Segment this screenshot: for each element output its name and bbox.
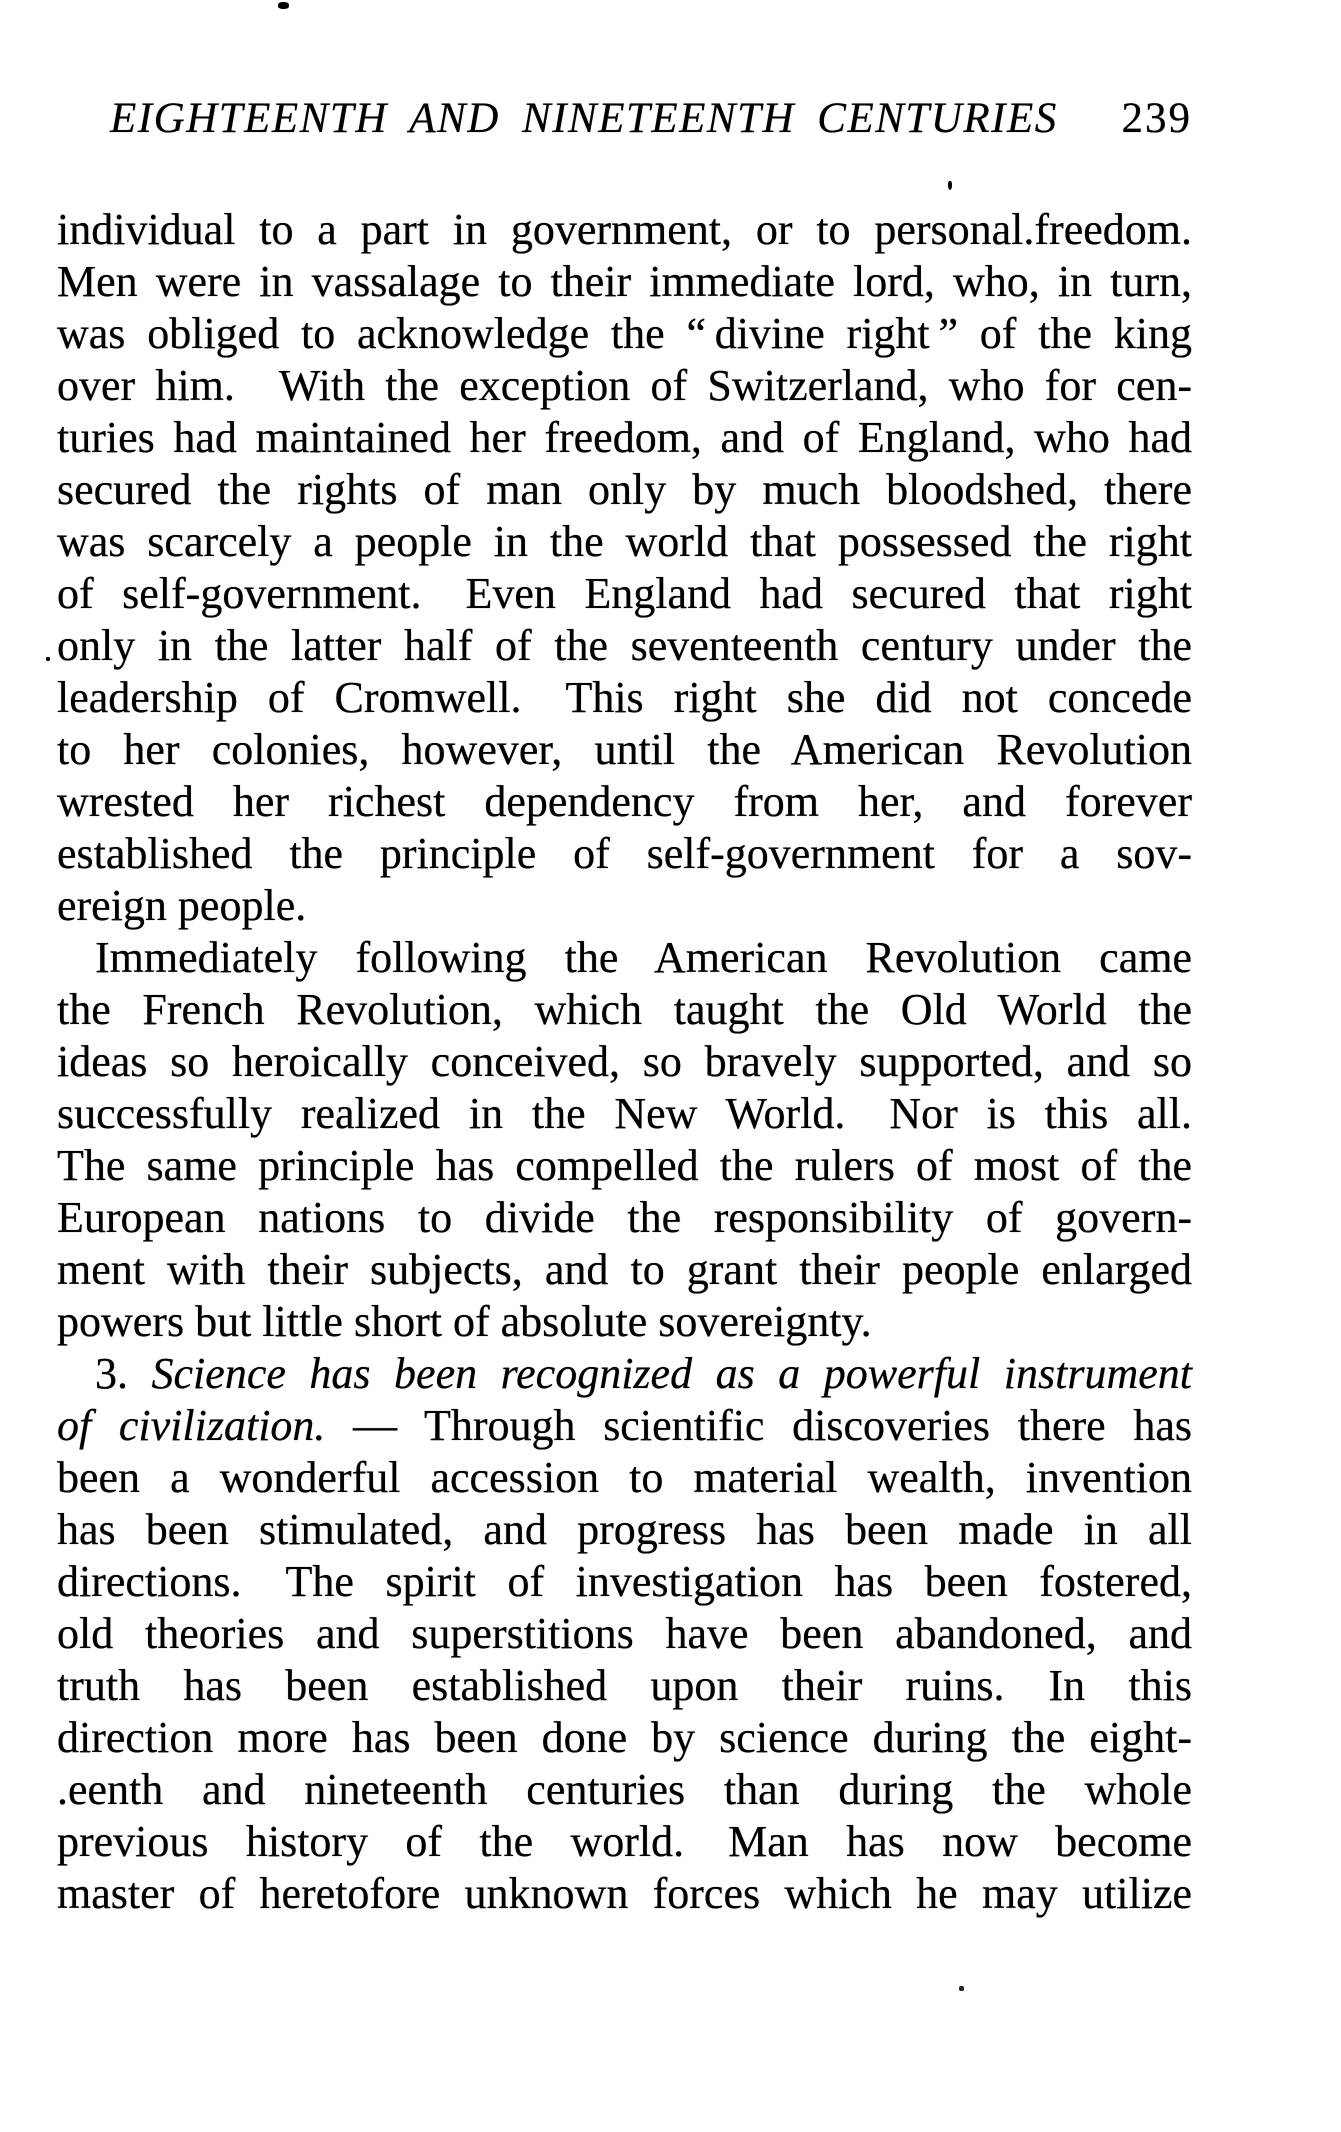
text-line bbox=[57, 1036, 1192, 1088]
text-segment: leadership of Cromwell. This right she did not concede bbox=[57, 673, 1192, 722]
text-line bbox=[57, 360, 1192, 412]
text-line bbox=[57, 1764, 1192, 1816]
text-segment: .eenth and nineteenth centuries than during the whole bbox=[57, 1765, 1192, 1814]
text-line bbox=[57, 1088, 1192, 1140]
text-segment: the French Revolution, which taught the Old World the bbox=[57, 985, 1192, 1034]
text-line bbox=[57, 1452, 1192, 1504]
text-segment: was scarcely a people in the world that possessed the right bbox=[57, 517, 1192, 566]
page-header bbox=[110, 94, 1192, 143]
page-number: 239 bbox=[1121, 95, 1192, 142]
text-line bbox=[57, 672, 1192, 724]
scan-speck bbox=[948, 181, 952, 190]
text-segment: old theories and superstitions have been abandoned, and bbox=[57, 1609, 1192, 1658]
text-line bbox=[57, 828, 1192, 880]
text-line bbox=[57, 724, 1192, 776]
text-segment: was obliged to acknowledge the “ divine right ” of the king bbox=[57, 309, 1192, 358]
text-line bbox=[57, 516, 1192, 568]
text-line bbox=[57, 1816, 1192, 1868]
text-segment: Men were in vassalage to their immediate lord, who, in turn, bbox=[57, 257, 1192, 306]
text-segment: powers but little short of absolute sovereignty. bbox=[57, 1297, 872, 1346]
text-line bbox=[57, 984, 1192, 1036]
text-segment: European nations to divide the responsibility of govern- bbox=[57, 1193, 1192, 1242]
text-line bbox=[57, 1400, 1192, 1452]
running-title: EIGHTEENTH AND NINETEENTH CENTURIES bbox=[110, 95, 1058, 142]
text-line bbox=[57, 256, 1192, 308]
text-segment: over him. With the exception of Switzerland, who for cen- bbox=[57, 361, 1192, 410]
scan-speck bbox=[278, 2, 289, 9]
text-segment: individual to a part in government, or to personal.freedom. bbox=[57, 205, 1192, 254]
italic-text-segment: of civilization. bbox=[57, 1401, 326, 1450]
text-line bbox=[57, 1556, 1192, 1608]
text-segment: 3. bbox=[95, 1349, 152, 1398]
text-segment: ereign people. bbox=[57, 881, 307, 930]
text-segment: directions. The spirit of investigation has been fostered, bbox=[57, 1557, 1192, 1606]
text-line bbox=[57, 308, 1192, 360]
text-segment: secured the rights of man only by much bloodshed, there bbox=[57, 465, 1192, 514]
text-segment: successfully realized in the New World. Nor is this all. bbox=[57, 1089, 1192, 1138]
text-line bbox=[57, 932, 1192, 984]
text-segment: of self-government. Even England had secured that right bbox=[57, 569, 1192, 618]
text-segment: turies had maintained her freedom, and of England, who had bbox=[57, 413, 1192, 462]
scan-speck bbox=[46, 657, 50, 661]
text-line bbox=[57, 880, 1192, 932]
text-line bbox=[57, 464, 1192, 516]
text-line bbox=[57, 776, 1192, 828]
text-line bbox=[57, 412, 1192, 464]
text-line bbox=[57, 1868, 1192, 1920]
text-segment: has been stimulated, and progress has been made in all bbox=[57, 1505, 1192, 1554]
text-segment: ideas so heroically conceived, so bravely supported, and so bbox=[57, 1037, 1192, 1086]
scan-speck bbox=[959, 1986, 964, 1991]
text-segment: established the principle of self-government for a sov- bbox=[57, 829, 1192, 878]
text-segment: — Through scientific discoveries there has bbox=[325, 1401, 1192, 1450]
text-line bbox=[57, 1244, 1192, 1296]
text-line bbox=[57, 1192, 1192, 1244]
text-line bbox=[57, 1608, 1192, 1660]
text-line bbox=[57, 568, 1192, 620]
text-line bbox=[57, 1140, 1192, 1192]
body-text bbox=[57, 204, 1192, 1920]
text-segment: been a wonderful accession to material wealth, invention bbox=[57, 1453, 1192, 1502]
text-segment: master of heretofore unknown forces which he may utilize bbox=[57, 1869, 1192, 1918]
text-line bbox=[57, 1712, 1192, 1764]
text-segment: direction more has been done by science during the eight- bbox=[57, 1713, 1192, 1762]
text-line bbox=[57, 1504, 1192, 1556]
text-segment: truth has been established upon their ruins. In this bbox=[57, 1661, 1192, 1710]
text-segment: to her colonies, however, until the American Revolution bbox=[57, 725, 1192, 774]
text-line bbox=[57, 1348, 1192, 1400]
italic-text-segment: Science has been recognized as a powerful instrument bbox=[151, 1349, 1192, 1398]
text-segment: Immediately following the American Revolution came bbox=[95, 933, 1192, 982]
text-segment: The same principle has compelled the rulers of most of the bbox=[57, 1141, 1192, 1190]
text-segment: only in the latter half of the seventeenth century under the bbox=[57, 621, 1192, 670]
text-line bbox=[57, 204, 1192, 256]
text-line bbox=[57, 1660, 1192, 1712]
text-segment: wrested her richest dependency from her, and forever bbox=[57, 777, 1192, 826]
text-segment: ment with their subjects, and to grant their people enlarged bbox=[57, 1245, 1192, 1294]
text-segment: previous history of the world. Man has now become bbox=[57, 1817, 1192, 1866]
text-line bbox=[57, 620, 1192, 672]
text-line bbox=[57, 1296, 1192, 1348]
